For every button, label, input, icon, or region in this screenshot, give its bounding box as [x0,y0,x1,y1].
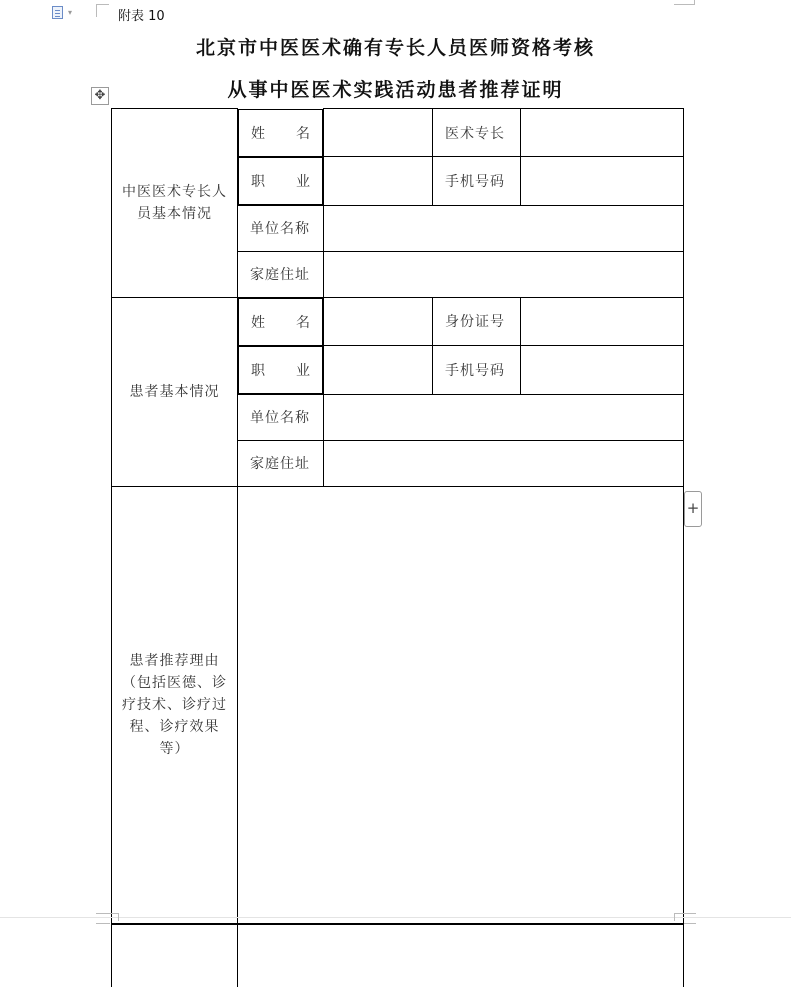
page-corner-tick-right [674,913,675,921]
next-page-left-cell[interactable] [112,925,238,987]
practitioner-job-field[interactable] [324,157,433,206]
practitioner-name-label-b: 名 [296,123,310,143]
practitioner-phone-field[interactable] [521,157,684,206]
page-corner-mark-right [674,913,696,914]
practitioner-expertise-label: 医术专长 [433,109,521,157]
patient-name-label-a: 姓 [251,312,265,332]
document-subtitle: 从事中医医术实践活动患者推荐证明 [0,75,791,102]
patient-id-label: 身份证号 [433,297,521,346]
patient-phone-field[interactable] [521,346,684,395]
next-page-right-cell[interactable] [238,925,684,987]
practitioner-address-field[interactable] [324,251,684,297]
next-page-corner-mark [96,923,110,924]
practitioner-name-field[interactable] [324,109,433,157]
practitioner-org-field[interactable] [324,205,684,251]
practitioner-name-label-a: 姓 [251,123,265,143]
recommendation-form-table [111,108,684,924]
patient-name-label-b: 名 [296,312,310,332]
section-header-practitioner: 中医医术专长人员基本情况 [112,109,238,298]
chevron-down-icon[interactable]: ▾ [68,8,72,17]
patient-job-field[interactable] [324,346,433,395]
patient-id-field[interactable] [521,297,684,346]
patient-name-field[interactable] [324,297,433,346]
practitioner-phone-label: 手机号码 [433,157,521,206]
reason-header-line1: 患者推荐理由 [120,650,229,672]
document-icon[interactable] [52,6,63,19]
patient-address-label: 家庭住址 [238,440,324,486]
practitioner-job-label-a: 职 [251,171,265,191]
patient-phone-label: 手机号码 [433,346,521,395]
section-header-reason [112,486,238,923]
margin-corner-mark-right [674,0,695,5]
patient-job-label-a: 职 [251,360,265,380]
reason-header-line4: 程、诊疗效果等） [120,716,229,760]
next-page-corner-mark-right [684,923,696,924]
margin-corner-mark [96,4,109,17]
patient-address-field[interactable] [324,440,684,486]
add-column-button[interactable]: + [684,491,702,527]
page-corner-mark [96,913,118,914]
patient-name-label [238,298,323,346]
patient-job-label-b: 业 [296,360,310,380]
next-page-table [111,924,684,987]
practitioner-address-label: 家庭住址 [238,251,324,297]
practitioner-expertise-field[interactable] [521,109,684,157]
recommendation-reason-field[interactable] [238,486,684,923]
patient-org-field[interactable] [324,394,684,440]
patient-job-label [238,346,323,394]
page-corner-tick [118,913,119,921]
practitioner-name-label [238,109,323,157]
table-move-handle-icon[interactable]: ✥ [91,87,109,105]
patient-org-label: 单位名称 [238,394,324,440]
section-header-patient: 患者基本情况 [112,297,238,486]
reason-header-line2: （包括医德、诊 [120,672,229,694]
practitioner-org-label: 单位名称 [238,205,324,251]
document-title: 北京市中医医术确有专长人员医师资格考核 [0,33,791,60]
practitioner-job-label-b: 业 [296,171,310,191]
practitioner-job-label [238,157,323,205]
appendix-label: 附表 10 [118,5,165,24]
reason-header-line3: 疗技术、诊疗过 [120,694,229,716]
